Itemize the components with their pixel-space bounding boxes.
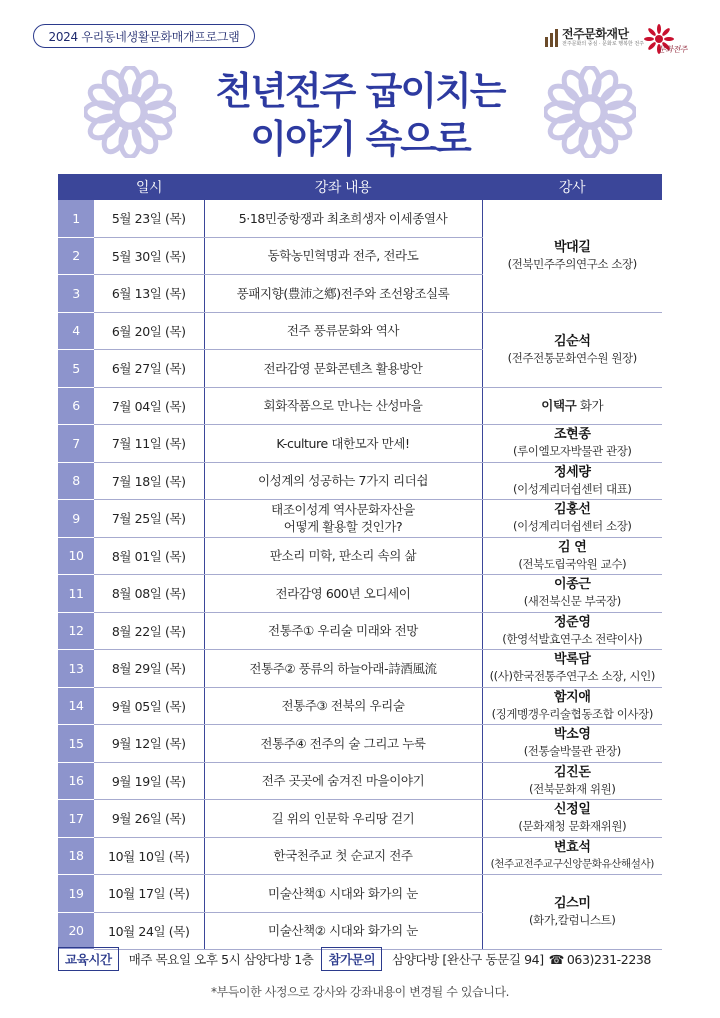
table-row xyxy=(58,537,662,575)
row-topic: 한국천주교 첫 순교지 전주 xyxy=(204,837,482,875)
lecturer-org: (이성계리더쉽센터 대표) xyxy=(512,481,632,496)
lecturer-name: 이택구 xyxy=(541,398,577,414)
row-number: 3 xyxy=(58,275,94,313)
row-topic: 전주 풍류문화와 역사 xyxy=(204,312,482,350)
row-number: 16 xyxy=(58,762,94,800)
lecturer-title: 화가 xyxy=(579,398,604,414)
row-lecturer xyxy=(482,462,662,500)
table-row xyxy=(58,200,662,237)
row-lecturer xyxy=(482,312,662,387)
phone-number: 063)231-2238 xyxy=(566,951,651,967)
row-number: 18 xyxy=(58,837,94,875)
row-date: 9월 12일 (목) xyxy=(94,725,204,763)
table-row xyxy=(58,650,662,688)
lecturer-org: (천주교전주교구신앙문화유산해설사) xyxy=(490,857,654,870)
lecturer-org: (전북도립국악원 교수) xyxy=(518,556,627,571)
row-number: 20 xyxy=(58,912,94,950)
jeonju-foundation-logo xyxy=(545,28,644,48)
row-topic: 전통주② 풍류의 하늘아래-詩酒風流 xyxy=(204,650,482,688)
row-topic: 전통주③ 전북의 우리술 xyxy=(204,687,482,725)
lecturer-name: 김순석 xyxy=(554,333,591,349)
row-date: 6월 13일 (목) xyxy=(94,275,204,313)
contact-label-badge: 참가문의 xyxy=(321,947,382,971)
program-badge: 2024 우리동네생활문화매개프로그램 xyxy=(33,24,255,48)
row-date: 7월 18일 (목) xyxy=(94,462,204,500)
row-number: 10 xyxy=(58,537,94,575)
foundation-slogan: 전주문화의 중심 · 문화로 행복한 전주 xyxy=(562,41,644,47)
table-row xyxy=(58,875,662,913)
row-date: 8월 01일 (목) xyxy=(94,537,204,575)
lecturer-name: 정세량 xyxy=(554,464,591,480)
row-topic: 길 위의 인문학 우리땅 걷기 xyxy=(204,800,482,838)
table-header-row xyxy=(58,174,662,200)
row-topic: 전통주④ 전주의 술 그리고 누룩 xyxy=(204,725,482,763)
lecturer-name: 이종근 xyxy=(554,577,591,593)
lecturer-name: 박소영 xyxy=(554,727,591,743)
row-lecturer xyxy=(482,800,662,838)
table-row xyxy=(58,687,662,725)
row-topic: 미술산책② 시대와 화가의 눈 xyxy=(204,912,482,950)
row-date: 8월 29일 (목) xyxy=(94,650,204,688)
row-topic: 판소리 미학, 판소리 속의 삶 xyxy=(204,537,482,575)
row-lecturer xyxy=(482,200,662,312)
lecturer-name: 신정일 xyxy=(554,802,591,818)
row-topic: 전라감영 600년 오디세이 xyxy=(204,575,482,613)
row-date: 9월 26일 (목) xyxy=(94,800,204,838)
table-row xyxy=(58,500,662,538)
row-number: 12 xyxy=(58,612,94,650)
lecturer-name: 김 연 xyxy=(558,539,587,555)
lecturer-org: (전통술박물관 관장) xyxy=(523,744,621,759)
row-lecturer xyxy=(482,387,662,425)
row-topic: 동학농민혁명과 전주, 전라도 xyxy=(204,237,482,275)
lecturer-org: (한영석발효연구소 전략이사) xyxy=(502,631,643,646)
table-row xyxy=(58,762,662,800)
table-row xyxy=(58,425,662,463)
row-number: 11 xyxy=(58,575,94,613)
table-row xyxy=(58,800,662,838)
lecturer-org: (전주전통문화연수원 원장) xyxy=(507,350,637,365)
page-title-line1: 천년전주 굽이치는 xyxy=(215,69,505,113)
row-lecturer xyxy=(482,725,662,763)
row-lecturer xyxy=(482,612,662,650)
row-lecturer xyxy=(482,687,662,725)
row-topic: 미술산책① 시대와 화가의 눈 xyxy=(204,875,482,913)
row-number: 14 xyxy=(58,687,94,725)
row-number: 7 xyxy=(58,425,94,463)
row-number: 13 xyxy=(58,650,94,688)
table-row xyxy=(58,387,662,425)
time-value: 매주 목요일 오후 5시 삼양다방 1층 xyxy=(128,952,314,967)
lecturer-org: (문화재청 문화재위원) xyxy=(518,819,627,834)
lecturer-org: (루이엘모자박물관 관장) xyxy=(512,444,632,459)
row-lecturer xyxy=(482,575,662,613)
time-label-badge: 교육시간 xyxy=(58,947,119,971)
table-row xyxy=(58,312,662,350)
lecturer-name: 정준영 xyxy=(554,614,591,630)
row-date: 5월 23일 (목) xyxy=(94,200,204,237)
row-date: 9월 19일 (목) xyxy=(94,762,204,800)
row-date: 10월 24일 (목) xyxy=(94,912,204,950)
row-number: 4 xyxy=(58,312,94,350)
contact-value: 삼양다방 [완산구 동문길 94] xyxy=(392,952,544,967)
row-topic: 전주 곳곳에 숨겨진 마을이야기 xyxy=(204,762,482,800)
lecturer-org: (이성계리더쉽센터 소장) xyxy=(512,519,632,534)
lecturer-name: 김스미 xyxy=(554,896,591,911)
info-footer xyxy=(58,946,662,972)
row-lecturer xyxy=(482,762,662,800)
row-topic: 전라감영 문화콘텐츠 활용방안 xyxy=(204,350,482,388)
lecturer-org: (전북민주주의연구소 소장) xyxy=(507,256,637,271)
row-lecturer xyxy=(482,837,662,875)
lecturer-name: 조현종 xyxy=(554,427,591,443)
row-topic: 5·18민중항쟁과 최초희생자 이세종열사 xyxy=(204,200,482,237)
lecturer-name: 박록담 xyxy=(554,652,591,668)
row-number: 2 xyxy=(58,237,94,275)
lecturer-org: (새전북신문 부국장) xyxy=(523,594,621,609)
row-lecturer xyxy=(482,425,662,463)
row-lecturer xyxy=(482,650,662,688)
lecturer-org: (징게멩갱우리술협동조합 이사장) xyxy=(491,706,653,721)
culture-jeonju-logo xyxy=(644,24,692,60)
row-lecturer xyxy=(482,875,662,950)
row-topic: 회화작품으로 만나는 산성마을 xyxy=(204,387,482,425)
lecturer-name: 변효석 xyxy=(554,839,591,855)
lecturer-name: 함지애 xyxy=(554,689,591,705)
lecturer-name: 김진돈 xyxy=(554,764,591,780)
row-date: 7월 04일 (목) xyxy=(94,387,204,425)
row-topic-line2: 어떻게 활용할 것인가? xyxy=(283,519,403,535)
lecture-schedule-table xyxy=(58,174,662,950)
row-date: 7월 25일 (목) xyxy=(94,500,204,538)
row-date: 10월 10일 (목) xyxy=(94,837,204,875)
row-number: 8 xyxy=(58,462,94,500)
row-date: 6월 20일 (목) xyxy=(94,312,204,350)
row-date: 7월 11일 (목) xyxy=(94,425,204,463)
row-topic: 전통주① 우리술 미래와 전망 xyxy=(204,612,482,650)
row-topic: 이성계의 성공하는 7가지 리더쉽 xyxy=(204,462,482,500)
row-date: 5월 30일 (목) xyxy=(94,237,204,275)
header-topic: 강좌 내용 xyxy=(204,174,482,200)
row-date: 6월 27일 (목) xyxy=(94,350,204,388)
row-topic-line1: 태조이성계 역사문화자산을 xyxy=(271,502,415,518)
table-row xyxy=(58,837,662,875)
row-topic xyxy=(204,500,482,538)
foundation-name: 전주문화재단 xyxy=(562,27,629,41)
table-row xyxy=(58,462,662,500)
culture-jeonju-logo-text: 문화전주 xyxy=(658,45,687,54)
header-date: 일시 xyxy=(94,174,204,200)
table-row xyxy=(58,575,662,613)
lecturer-org: (화가,칼럼니스트) xyxy=(529,913,616,927)
header-number xyxy=(58,174,94,200)
table-row xyxy=(58,612,662,650)
page-title-line2: 이야기 속으로 xyxy=(250,117,470,161)
change-notice: *부득이한 사정으로 강사와 강좌내용이 변경될 수 있습니다. xyxy=(210,985,510,999)
row-number: 6 xyxy=(58,387,94,425)
row-date: 8월 22일 (목) xyxy=(94,612,204,650)
lecturer-org: (전북문화재 위원) xyxy=(529,781,616,796)
lecturer-name: 박대길 xyxy=(554,239,591,255)
row-number: 15 xyxy=(58,725,94,763)
row-date: 9월 05일 (목) xyxy=(94,687,204,725)
row-date: 10월 17일 (목) xyxy=(94,875,204,913)
row-lecturer xyxy=(482,500,662,538)
foundation-logo-icon xyxy=(545,29,558,47)
lecturer-org: ((사)한국전통주연구소 소장, 시인) xyxy=(489,669,655,684)
row-date: 8월 08일 (목) xyxy=(94,575,204,613)
table-row xyxy=(58,725,662,763)
row-topic: K-culture 대한모자 만세! xyxy=(204,425,482,463)
row-topic: 풍패지향(豊沛之鄕)전주와 조선왕조실록 xyxy=(204,275,482,313)
row-number: 1 xyxy=(58,200,94,237)
header-lecturer: 강사 xyxy=(482,174,662,200)
row-number: 9 xyxy=(58,500,94,538)
row-number: 19 xyxy=(58,875,94,913)
row-lecturer xyxy=(482,537,662,575)
lecturer-name: 김홍선 xyxy=(554,502,591,518)
row-number: 5 xyxy=(58,350,94,388)
phone-icon: ☎ xyxy=(548,951,564,967)
row-number: 17 xyxy=(58,800,94,838)
